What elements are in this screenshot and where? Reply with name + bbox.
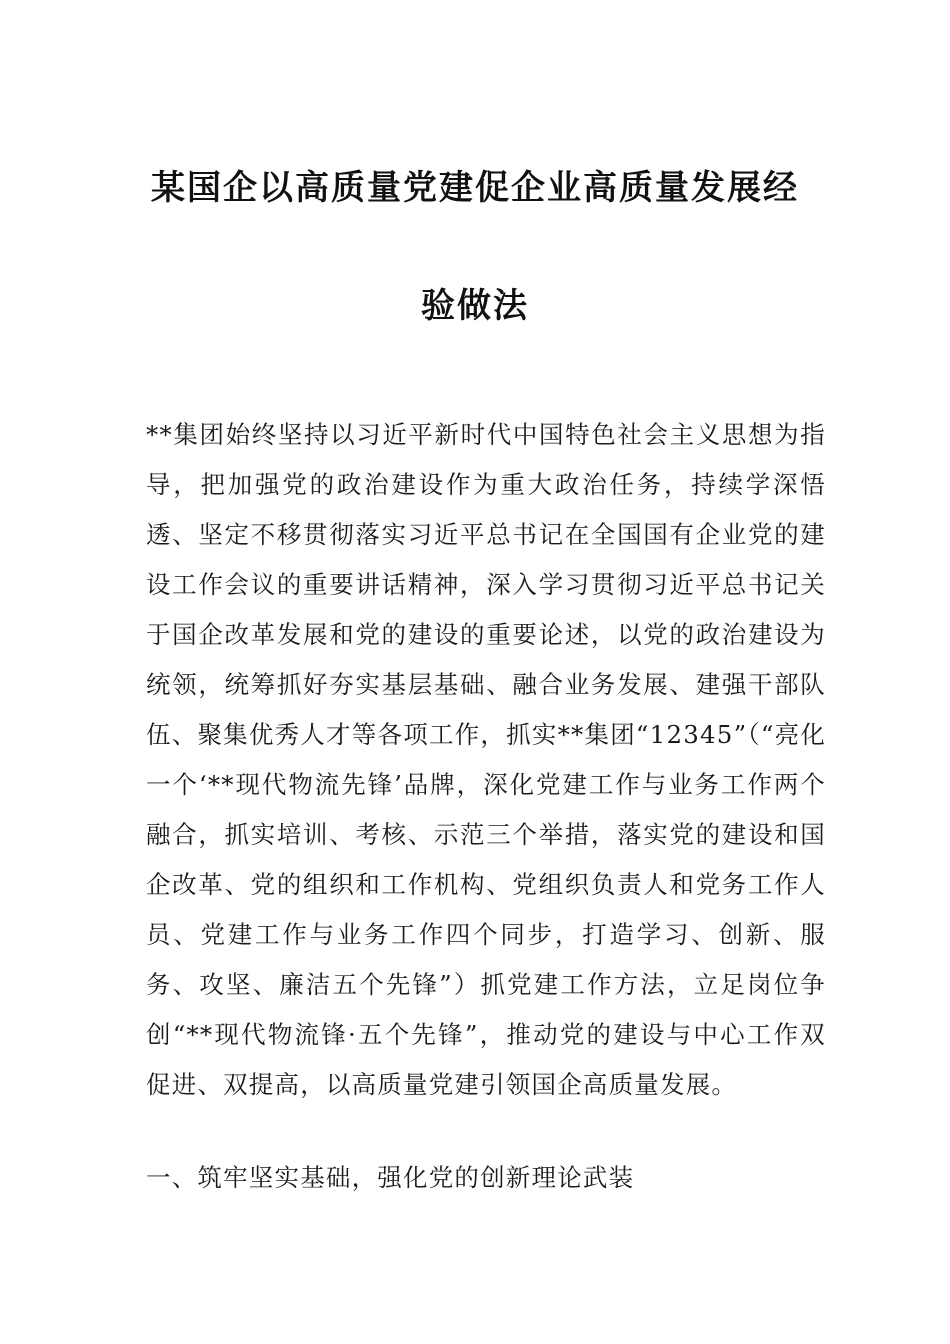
document-title-line-1: 某国企以高质量党建促企业高质量发展经 — [151, 168, 799, 208]
body-paragraph: **集团始终坚持以习近平新时代中国特色社会主义思想为指导，把加强党的政治建设作为重大政治任务，持续学深悟透、坚定不移贯彻落实习近平总书记在全国国有企业党的建设工作会议的重要讲话精神，深入学习贯彻习近平总书记关于国企改革发展和党的建设的重要论述，以党的政治建设为统领，统筹抓好夯实基层基础、融合业务发展、建强干部队伍、聚集优秀人才等各项工作，抓实**集团“12345”（“亮化一个‘**现代物流先锋’品牌，深化党建工作与业务工作两个融合，抓实培训、考核、示范三个举措，落实党的建设和国企改革、党的组织和工作机构、党组织负责人和党务工作人员、党建工作与业务工作四个同步，打造学习、创新、服务、攻坚、廉洁五个先锋”）抓党建工作方法，立足岗位争创“**现代物流锋·五个先锋”，推动党的建设与中心工作双促进、双提高，以高质量党建引领国企高质量发展。 — [146, 420, 826, 1099]
document-body — [146, 410, 826, 1110]
document-title-line-2: 验做法 — [421, 286, 529, 326]
section-heading-1: 一、筑牢坚实基础，强化党的创新理论武装 — [146, 1163, 635, 1192]
